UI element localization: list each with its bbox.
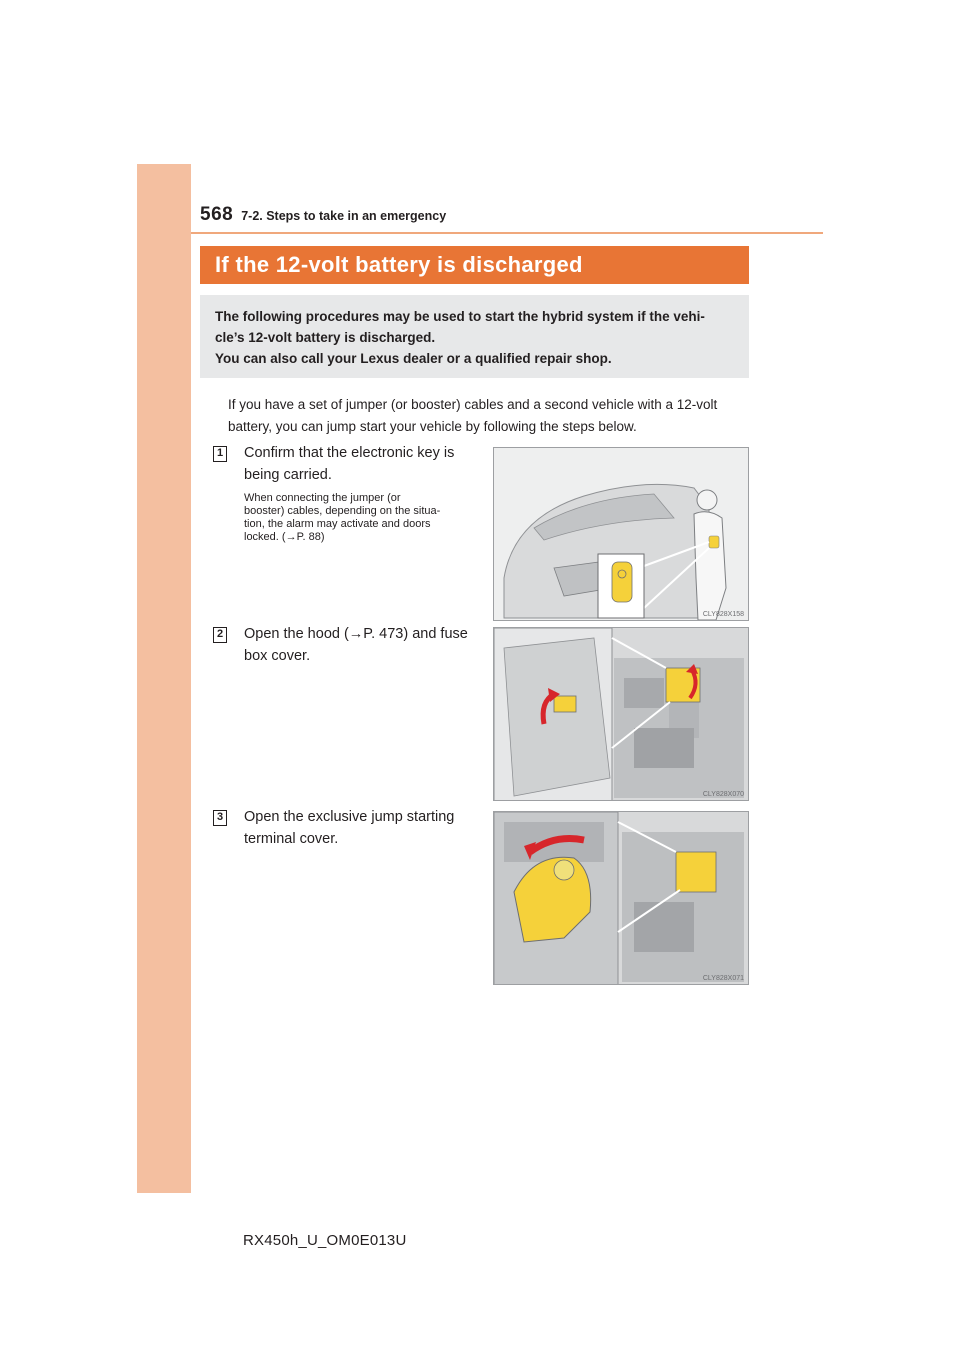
section-title: If the 12-volt battery is discharged <box>200 246 749 284</box>
summary-line: cle’s 12-volt battery is discharged. <box>215 330 436 345</box>
step-1-note-line: tion, the alarm may activate and doors <box>244 518 431 530</box>
step-1-note <box>244 492 480 544</box>
jump-terminal-cover-illustration <box>494 812 749 985</box>
step-1-note-line: booster) cables, depending on the situa- <box>244 505 441 517</box>
step-1-illustration <box>493 447 749 621</box>
step-1-note-line: When connecting the jumper (or <box>244 492 401 504</box>
summary-box <box>200 295 749 378</box>
step-1-note-line: locked. (→P. 88) <box>244 531 325 543</box>
page-header <box>200 204 446 228</box>
step-2-illustration <box>493 627 749 801</box>
step-number-2: 2 <box>213 627 227 643</box>
summary-line: The following procedures may be used to start the hybrid system if the vehi- <box>215 309 705 324</box>
step-1-line: Confirm that the electronic key is <box>244 445 455 461</box>
step-1-text <box>244 442 480 486</box>
step-2-line: box cover. <box>244 648 311 664</box>
intro-line: If you have a set of jumper (or booster) cables and a second vehicle with a 12-volt <box>228 397 718 412</box>
step-3-illustration <box>493 811 749 985</box>
figure-code: CLY828X158 <box>702 611 744 618</box>
electronic-key-icon <box>612 562 632 602</box>
page-number: 568 <box>200 204 234 225</box>
manual-id-footer: RX450h_U_OM0E013U <box>243 1232 407 1249</box>
step-1-line: being carried. <box>244 467 332 483</box>
step-3-text <box>244 806 480 850</box>
chapter-side-band <box>137 164 191 1193</box>
step-number-3: 3 <box>213 810 227 826</box>
step-number-1: 1 <box>213 446 227 462</box>
summary-line: You can also call your Lexus dealer or a qualified repair shop. <box>215 351 612 366</box>
step-3-line: Open the exclusive jump starting <box>244 809 455 825</box>
intro-line: battery, you can jump start your vehicle by following the steps below. <box>228 419 637 434</box>
engine-bay-hood-illustration <box>494 628 749 801</box>
step-2-line: Open the hood (→P. 473) and fuse <box>244 626 468 642</box>
figure-code: CLY828X070 <box>702 791 744 798</box>
step-2-text <box>244 623 480 667</box>
section-label: 7-2. Steps to take in an emergency <box>241 209 447 223</box>
step-3-line: terminal cover. <box>244 831 339 847</box>
intro-paragraph <box>228 394 748 438</box>
header-rule <box>191 232 823 234</box>
figure-code: CLY828X071 <box>702 975 744 982</box>
car-and-key-illustration <box>494 448 749 621</box>
